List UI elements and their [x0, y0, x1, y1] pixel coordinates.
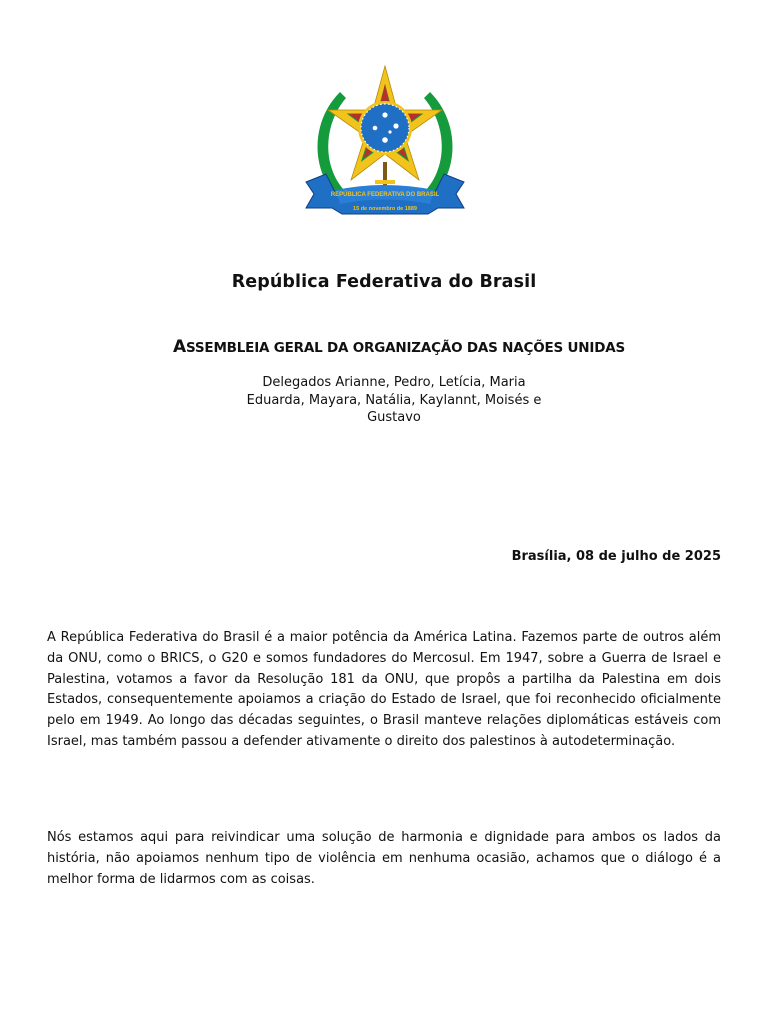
paragraph-intro: A República Federativa do Brasil é a maior potência da América Latina. Fazemos parte de outros além da ONU, como o BRICS, o G20 e somos fundadores do Mercosul. Em 1947, sobre a Guerra de Israel e Palestina, votamos a favor da Resolução 181 da ONU, que propôs a partilha da Palestina em dois Estados, consequentemente apoiamos a criação do Estado de Israel, que foi reconhecido oficialmente pelo em 1949. Ao longo das décadas seguintes, o Brasil manteve relações diplomáticas estáveis com Israel, mas também passou a defender ativamente o direito dos palestinos à autodeterminação. — [47, 630, 721, 749]
delegates-list: Delegados Arianne, Pedro, Letícia, Maria Eduarda, Mayara, Natália, Kaylannt, Moisés e Gustavo — [246, 375, 542, 425]
svg-text:15 de novembro de 1889: 15 de novembro de 1889 — [353, 206, 417, 212]
assembly-title-rest: SSEMBLEIA GERAL DA ORGANIZAÇÃO DAS NAÇÕES UNIDAS — [185, 340, 625, 356]
country-title: República Federativa do Brasil — [231, 272, 537, 292]
brazil-coat-of-arms-icon — [300, 62, 470, 232]
svg-text:REPÚBLICA FEDERATIVA DO BRASIL: REPÚBLICA FEDERATIVA DO BRASIL — [330, 192, 440, 198]
dateline: Brasília, 08 de julho de 2025 — [511, 549, 721, 564]
assembly-title-initial: A — [173, 337, 186, 357]
paragraph-position: Nós estamos aqui para reivindicar uma solução de harmonia e dignidade para ambos os lados da história, não apoiamos nenhum tipo de violência em nenhuma ocasião, achamos que o diálogo é a melhor forma de lidarmos com as coisas. — [47, 830, 721, 887]
assembly-title — [0, 337, 768, 357]
